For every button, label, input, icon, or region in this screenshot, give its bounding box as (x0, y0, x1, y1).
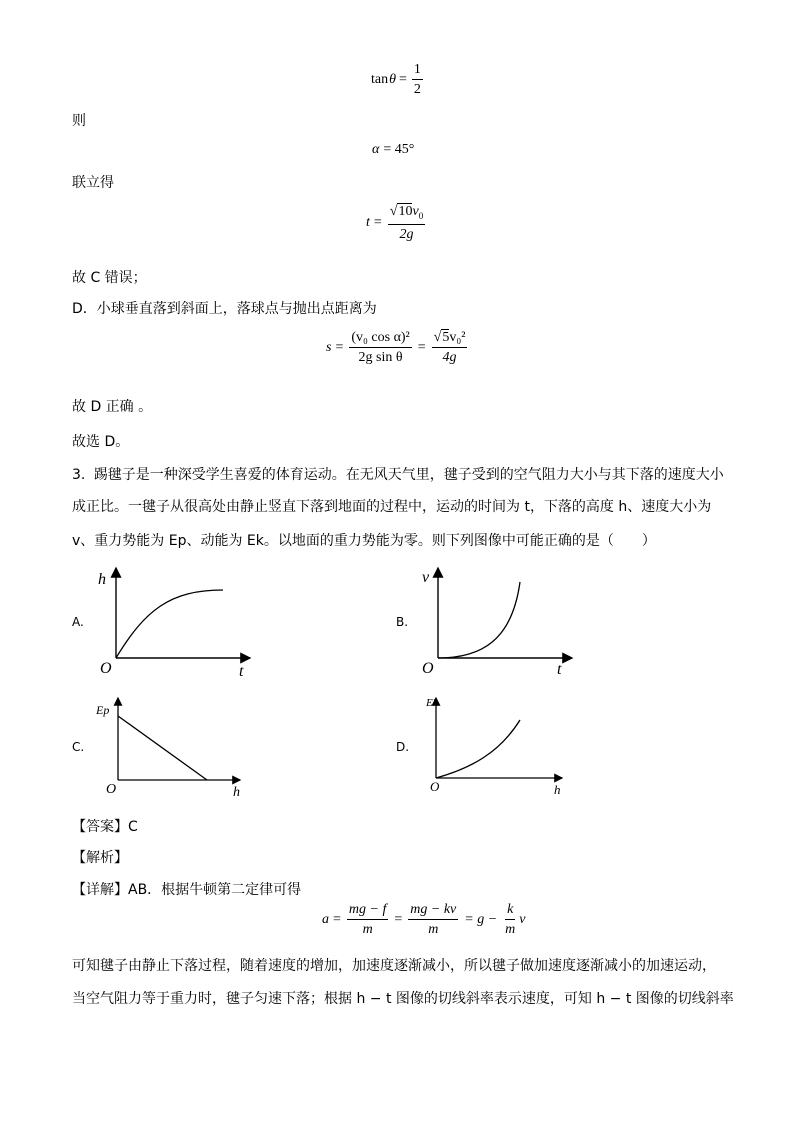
option-b-label: B. (396, 615, 409, 629)
fraction: $\frac{mg - f}{m}$ (348, 902, 387, 938)
x-label: t (239, 663, 244, 680)
equation-t: t = $\frac{√10v_0}{2g}$ (366, 204, 424, 242)
equation-a: a = $\frac{mg - f}{m}$ = $\frac{mg - kv}{m}$ = g − $\frac{k}{m}$ v (322, 902, 526, 938)
detail-paragraph-2: 当空气阻力等于重力时，毽子匀速下落；根据 h − t 图像的切线斜率表示速度，可知 h − t 图像的切线斜率 (72, 991, 734, 1007)
fraction: $\frac{√10v_0}{2g}$ (389, 204, 424, 242)
text-then: 则 (72, 113, 86, 129)
graph-c (90, 690, 260, 805)
origin-label: O (106, 782, 117, 797)
option-d-label: D. (396, 740, 410, 754)
y-label: Ep (96, 703, 110, 717)
line (118, 716, 207, 780)
question-number: 3. (72, 467, 86, 483)
text-d-statement: D．小球垂直落到斜面上，落球点与抛出点距离为 (72, 301, 377, 317)
fraction: $\frac{mg - kv}{m}$ (410, 902, 457, 938)
origin-label: O (100, 660, 112, 677)
fraction: $\frac{k}{m}$ (505, 902, 516, 938)
detail-intro: 【详解】AB．根据牛顿第二定律可得 (72, 882, 302, 898)
equation-alpha: α = 45° (372, 142, 415, 157)
analysis-tag: 【解析】 (72, 850, 128, 866)
question-line-3: v、重力势能为 Ep、动能为 Ek。以地面的重力势能为零。则下列图像中可能正确的是（ ） (72, 533, 656, 549)
fraction: $\frac{1}{2}$ (413, 62, 421, 98)
origin-label: O (422, 660, 434, 677)
fraction: $\frac{\text{(v₀ cos α)²}}{\text{2g sin θ}}$ (351, 330, 410, 366)
equation-tan-theta: tan θ = $\frac{1}{2}$ (371, 62, 421, 98)
graph-a (90, 560, 270, 685)
text-c-wrong: 故 C 错误； (72, 270, 147, 286)
graph-d (412, 690, 582, 805)
x-label: t (557, 661, 562, 678)
origin-label: O (430, 779, 440, 794)
text-combine: 联立得 (72, 175, 114, 191)
option-a-label: A. (72, 615, 84, 629)
text-choose: 故选 D。 (72, 434, 130, 450)
text-d-correct: 故 D 正确 。 (72, 399, 153, 415)
y-label: h (98, 571, 106, 588)
x-label: h (233, 785, 240, 800)
question-line-1: 3. 踢毽子是一种深受学生喜爱的体育运动。在无风天气里，毽子受到的空气阻力大小与其下落的速度大小 (72, 467, 724, 483)
graph-b (412, 560, 592, 685)
detail-paragraph-1: 可知毽子由静止下落过程，随着速度的增加，加速度逐渐减小，所以毽子做加速度逐渐减小的加速运动， (72, 958, 716, 974)
y-label: Ek (426, 697, 438, 709)
question-line-2: 成正比。一毽子从很高处由静止竖直下落到地面的过程中，运动的时间为 t，下落的高度 h、速度大小为 (72, 499, 712, 515)
curve (438, 582, 520, 658)
answer (72, 816, 138, 836)
answer-value: C (128, 819, 138, 835)
fraction: $\frac{\text{√5v₀²}}{4g}$ (433, 330, 466, 366)
y-label: v (422, 569, 430, 586)
answer-tag: 【答案】 (72, 819, 128, 835)
detail-tag: 【详解】 (72, 882, 128, 898)
curve (116, 590, 223, 658)
curve (436, 720, 520, 778)
option-c-label: C. (72, 740, 85, 754)
x-label: h (554, 782, 561, 797)
equation-s: s = $\frac{\text{(v₀ cos α)²}}{\text{2g sin θ}}$ = $\frac{\text{√5v₀²}}{4g}$ (326, 330, 466, 366)
